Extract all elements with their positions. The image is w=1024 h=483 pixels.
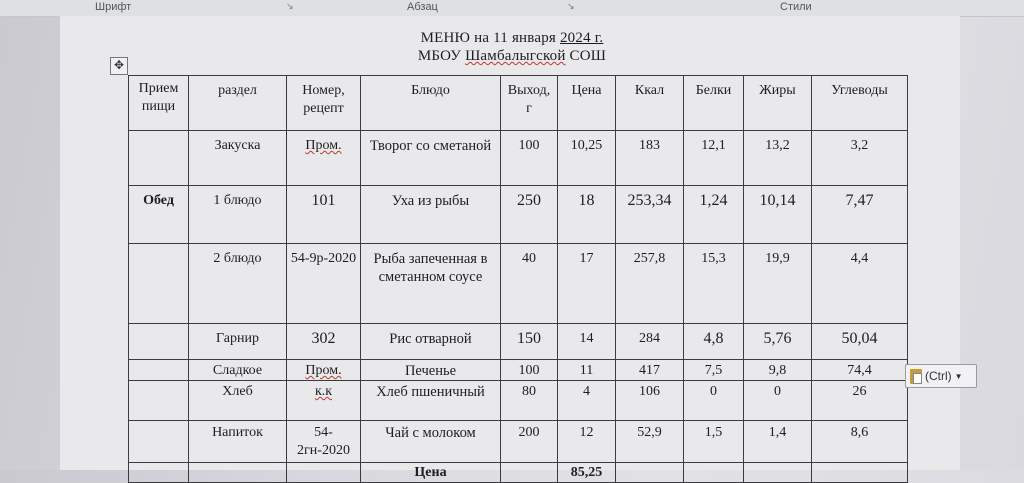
doc-title-line1 bbox=[0, 30, 1024, 47]
cell-price: 17 bbox=[558, 244, 616, 324]
cell-fat: 1,4 bbox=[744, 421, 812, 463]
recipe-text: к.к bbox=[314, 384, 333, 399]
cell-section: Сладкое bbox=[189, 360, 287, 381]
cell-kcal: 253,34 bbox=[616, 186, 684, 244]
cell-output: 100 bbox=[501, 360, 558, 381]
table-row bbox=[129, 131, 908, 186]
cell-meal bbox=[129, 244, 189, 324]
cell-price: 18 bbox=[558, 186, 616, 244]
total-label: Цена bbox=[361, 463, 501, 483]
cell-carbs: 8,6 bbox=[812, 421, 908, 463]
cell-output: 150 bbox=[501, 324, 558, 360]
cell-section: 2 блюдо bbox=[189, 244, 287, 324]
cell-price: 10,25 bbox=[558, 131, 616, 186]
cell-recipe: 54-2гн-2020 bbox=[287, 421, 361, 463]
total-empty-cell bbox=[744, 463, 812, 483]
cell-meal bbox=[129, 381, 189, 421]
cell-meal bbox=[129, 360, 189, 381]
cell-dish: Творог со сметаной bbox=[361, 131, 501, 186]
cell-fat: 0 bbox=[744, 381, 812, 421]
total-price: 85,25 bbox=[558, 463, 616, 483]
cell-carbs: 50,04 bbox=[812, 324, 908, 360]
cell-carbs: 4,4 bbox=[812, 244, 908, 324]
title-school-name: Шамбалыгской bbox=[465, 48, 566, 64]
cell-output: 250 bbox=[501, 186, 558, 244]
cell-recipe: 101 bbox=[287, 186, 361, 244]
cell-kcal: 257,8 bbox=[616, 244, 684, 324]
cell-protein: 1,5 bbox=[684, 421, 744, 463]
cell-protein: 1,24 bbox=[684, 186, 744, 244]
total-empty-cell bbox=[684, 463, 744, 483]
ribbon-styles-label: Стили bbox=[780, 1, 812, 13]
cell-fat: 13,2 bbox=[744, 131, 812, 186]
cell-kcal: 284 bbox=[616, 324, 684, 360]
cell-carbs: 74,4 bbox=[812, 360, 908, 381]
cell-section: Закуска bbox=[189, 131, 287, 186]
total-empty-cell bbox=[616, 463, 684, 483]
header-fat: Жиры bbox=[744, 76, 812, 131]
header-protein: Белки bbox=[684, 76, 744, 131]
table-total-row bbox=[129, 463, 908, 483]
cell-output: 200 bbox=[501, 421, 558, 463]
header-dish: Блюдо bbox=[361, 76, 501, 131]
title-date-text: МЕНЮ на 11 января bbox=[420, 30, 560, 46]
cell-protein: 15,3 bbox=[684, 244, 744, 324]
ribbon-group-labels bbox=[0, 0, 1024, 17]
recipe-text: Пром. bbox=[305, 138, 342, 153]
cell-recipe: 54-9р-2020 bbox=[287, 244, 361, 324]
cell-dish: Хлеб пшеничный bbox=[361, 381, 501, 421]
table-header-row bbox=[129, 76, 908, 131]
recipe-text: Пром. bbox=[305, 363, 342, 378]
cell-fat: 9,8 bbox=[744, 360, 812, 381]
font-dialog-launcher-icon[interactable]: ↘ bbox=[286, 1, 294, 11]
cell-dish: Рис отварной bbox=[361, 324, 501, 360]
cell-kcal: 183 bbox=[616, 131, 684, 186]
paste-options-label: (Ctrl) bbox=[925, 369, 952, 383]
cell-recipe bbox=[287, 360, 361, 381]
table-move-handle-icon[interactable]: ✥ bbox=[110, 57, 128, 75]
cell-section: 1 блюдо bbox=[189, 186, 287, 244]
cell-meal bbox=[129, 324, 189, 360]
cell-carbs: 7,47 bbox=[812, 186, 908, 244]
table-row bbox=[129, 421, 908, 463]
title-year: 2024 г. bbox=[559, 30, 604, 46]
ribbon-paragraph-label: Абзац bbox=[407, 1, 438, 13]
cell-dish: Чай с молоком bbox=[361, 421, 501, 463]
table-row bbox=[129, 186, 908, 244]
paste-options-button[interactable] bbox=[905, 364, 977, 388]
cell-carbs: 3,2 bbox=[812, 131, 908, 186]
table-row bbox=[129, 360, 908, 381]
header-meal: Прием пищи bbox=[129, 76, 189, 131]
cell-kcal: 106 bbox=[616, 381, 684, 421]
header-output: Выход, г bbox=[501, 76, 558, 131]
cell-meal bbox=[129, 421, 189, 463]
cell-recipe bbox=[287, 131, 361, 186]
header-section: раздел bbox=[189, 76, 287, 131]
cell-price: 14 bbox=[558, 324, 616, 360]
total-empty-cell bbox=[812, 463, 908, 483]
chevron-down-icon: ▼ bbox=[954, 371, 963, 381]
header-price: Цена bbox=[558, 76, 616, 131]
menu-table[interactable] bbox=[128, 75, 908, 483]
cell-fat: 5,76 bbox=[744, 324, 812, 360]
table-row bbox=[129, 324, 908, 360]
total-empty-cell bbox=[287, 463, 361, 483]
cell-fat: 10,14 bbox=[744, 186, 812, 244]
cell-fat: 19,9 bbox=[744, 244, 812, 324]
title-school-suffix: СОШ bbox=[565, 48, 607, 64]
total-empty-cell bbox=[501, 463, 558, 483]
header-kcal: Ккал bbox=[616, 76, 684, 131]
cell-kcal: 417 bbox=[616, 360, 684, 381]
cell-price: 12 bbox=[558, 421, 616, 463]
cell-output: 40 bbox=[501, 244, 558, 324]
total-empty-cell bbox=[189, 463, 287, 483]
cell-recipe bbox=[287, 381, 361, 421]
header-carbs: Углеводы bbox=[812, 76, 908, 131]
title-school-prefix: МБОУ bbox=[417, 48, 466, 64]
cell-output: 100 bbox=[501, 131, 558, 186]
cell-dish: Рыба запеченная в сметанном соусе bbox=[361, 244, 501, 324]
cell-carbs: 26 bbox=[812, 381, 908, 421]
paragraph-dialog-launcher-icon[interactable]: ↘ bbox=[567, 1, 575, 11]
cell-protein: 12,1 bbox=[684, 131, 744, 186]
cell-recipe: 302 bbox=[287, 324, 361, 360]
cell-price: 4 bbox=[558, 381, 616, 421]
table-row bbox=[129, 381, 908, 421]
cell-price: 11 bbox=[558, 360, 616, 381]
cell-output: 80 bbox=[501, 381, 558, 421]
table-row bbox=[129, 244, 908, 324]
total-empty-cell bbox=[129, 463, 189, 483]
ribbon-font-label: Шрифт bbox=[95, 1, 132, 13]
cell-dish: Уха из рыбы bbox=[361, 186, 501, 244]
cell-protein: 0 bbox=[684, 381, 744, 421]
clipboard-icon bbox=[910, 369, 922, 384]
header-recipe: Номер, рецепт bbox=[287, 76, 361, 131]
cell-meal: Обед bbox=[129, 186, 189, 244]
cell-section: Хлеб bbox=[189, 381, 287, 421]
cell-meal bbox=[129, 131, 189, 186]
cell-section: Гарнир bbox=[189, 324, 287, 360]
cell-protein: 4,8 bbox=[684, 324, 744, 360]
cell-kcal: 52,9 bbox=[616, 421, 684, 463]
cell-protein: 7,5 bbox=[684, 360, 744, 381]
doc-title-line2 bbox=[0, 48, 1024, 65]
cell-dish: Печенье bbox=[361, 360, 501, 381]
cell-section: Напиток bbox=[189, 421, 287, 463]
